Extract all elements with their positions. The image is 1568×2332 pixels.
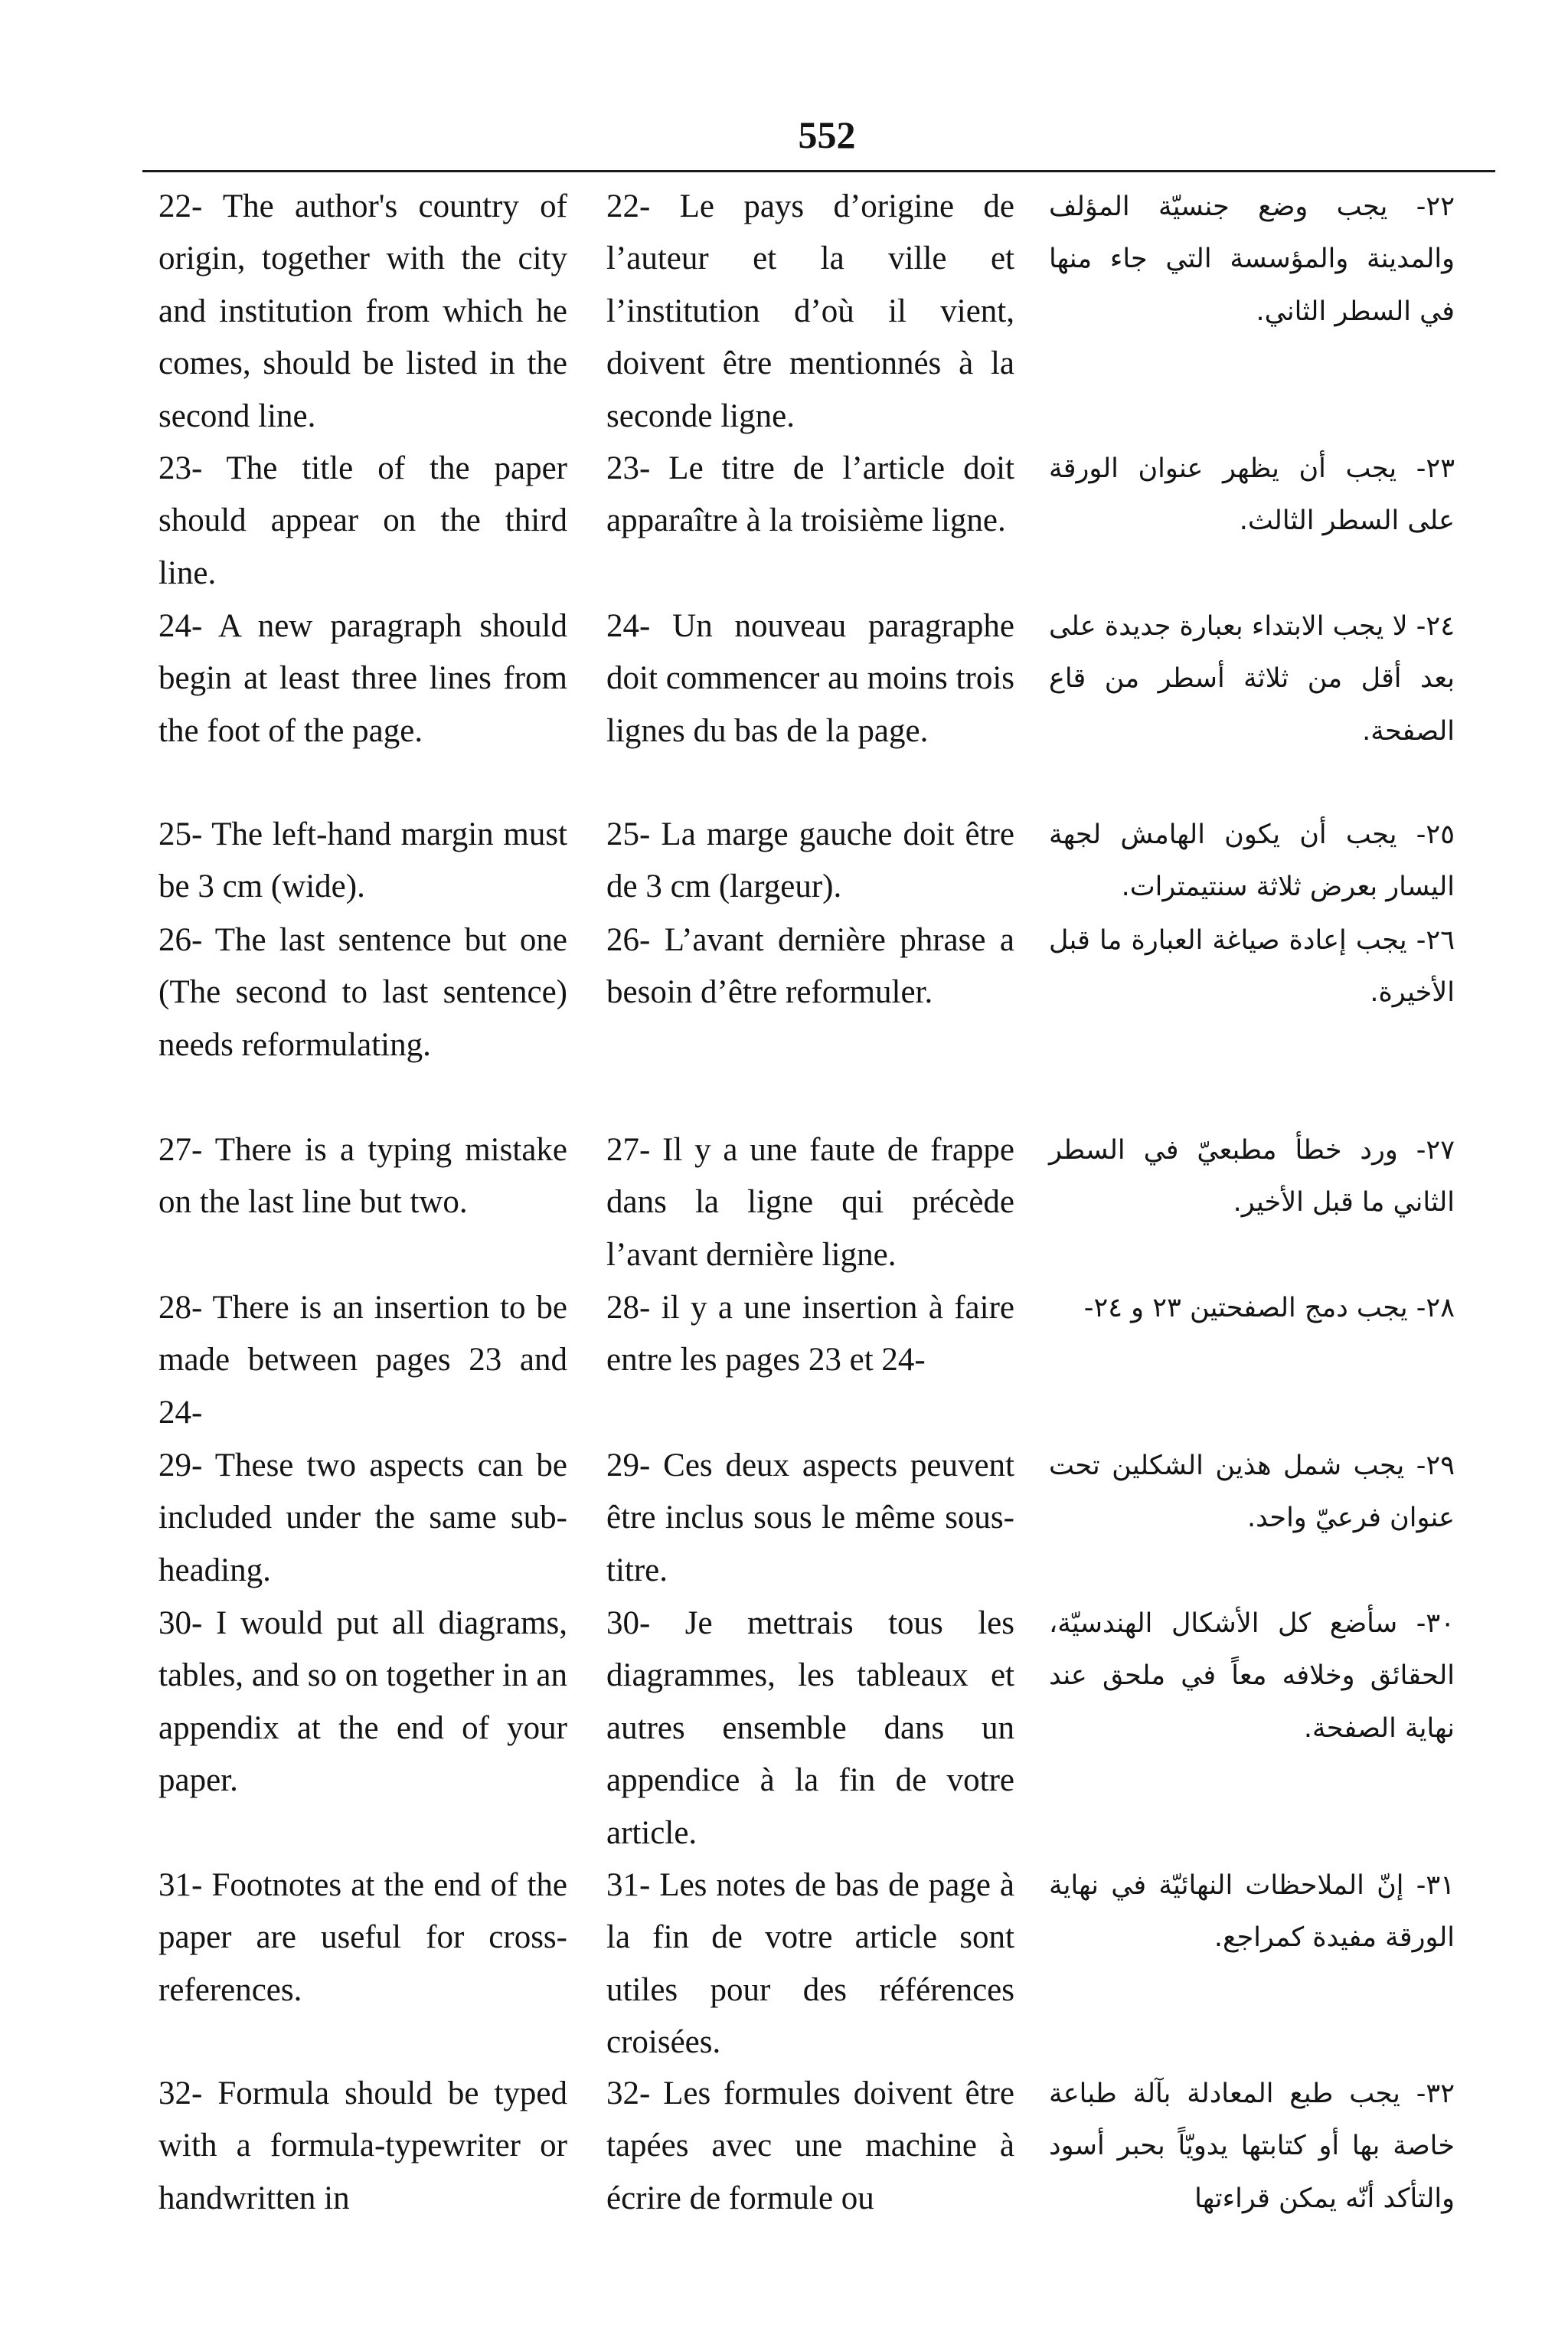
english-text: 22- The author's country of origin, together with the city and institution from which he comes, should be listed in the second line. [158,188,567,434]
arabic-text: ٣٠- سأضع كل الأشكال الهندسيّة، الحقائق وخلافه معاً في ملحق عند نهاية الصفحة. [1049,1608,1455,1744]
english-text: 24- A new paragraph should begin at least three lines from the foot of the page. [158,608,567,749]
arabic-text: ٣١- إنّ الملاحظات النهائيّة في نهاية الورقة مفيدة كمراجع. [1049,1870,1455,1954]
arabic-text: ٢٣- يجب أن يظهر عنوان الورقة على السطر الثالث. [1049,453,1455,537]
french-text: 28- il y a une insertion à faire entre les pages 23 et 24- [606,1290,1014,1379]
french-text: 25- La marge gauche doit être de 3 cm (largeur). [606,816,1014,905]
arabic-text: ٢٤- لا يجب الابتداء بعبارة جديدة على بعد أقل من ثلاثة أسطر من قاع الصفحة. [1049,611,1455,747]
english-text: 29- These two aspects can be included under the same sub-heading. [158,1447,567,1588]
english-text: 31- Footnotes at the end of the paper are useful for cross-references. [158,1867,567,2008]
page-number: 552 [798,113,856,156]
french-text: 32- Les formules doivent être tapées avec une machine à écrire de formule ou [606,2075,1014,2216]
arabic-text: ٢٥- يجب أن يكون الهامش لجهة اليسار بعرض ثلاثة سنتيمترات. [1049,819,1455,903]
arabic-text: ٣٢- يجب طبع المعادلة بآلة طباعة خاصة بها أو كتابتها يدويّاً بحبر أسود والتأكد أنّه يمكن قراءتها [1049,2079,1455,2214]
arabic-text: ٢٩- يجب شمل هذين الشكلين تحت عنوان فرعيّ واحد. [1049,1451,1455,1534]
english-text: 23- The title of the paper should appear on the third line. [158,450,567,591]
french-text: 22- Le pays d’origine de l’auteur et la ville et l’institution d’où il vient, doivent être mentionnés à la seconde ligne. [606,188,1014,434]
arabic-text: ٢٨- يجب دمج الصفحتين ٢٣ و ٢٤- [1083,1293,1455,1323]
header-rule [142,170,1495,172]
english-text: 25- The left-hand margin must be 3 cm (wide). [158,816,567,905]
french-text: 24- Un nouveau paragraphe doit commencer au moins trois lignes du bas de la page. [606,608,1014,749]
english-text: 27- There is a typing mistake on the last line but two. [158,1132,567,1221]
arabic-text: ٢٢- يجب وضع جنسيّة المؤلف والمدينة والمؤسسة التي جاء منها في السطر الثاني. [1049,191,1455,327]
english-text: 26- The last sentence but one (The second to last sentence) needs reformulating. [158,922,567,1063]
arabic-text: ٢٦- يجب إعادة صياغة العبارة ما قبل الأخيرة. [1049,925,1455,1009]
french-text: 26- L’avant dernière phrase a besoin d’être reformuler. [606,922,1014,1011]
french-text: 31- Les notes de bas de page à la fin de votre article sont utiles pour des références croisées. [606,1867,1014,2061]
french-text: 27- Il y a une faute de frappe dans la ligne qui précède l’avant dernière ligne. [606,1132,1014,1273]
french-text: 23- Le titre de l’article doit apparaître à la troisième ligne. [606,450,1014,539]
english-text: 32- Formula should be typed with a formula-typewriter or handwritten in [158,2075,567,2216]
english-text: 30- I would put all diagrams, tables, and so on together in an appendix at the end of your paper. [158,1605,567,1799]
french-text: 30- Je mettrais tous les diagrammes, les tableaux et autres ensemble dans un appendice à la fin de votre article. [606,1605,1014,1851]
french-text: 29- Ces deux aspects peuvent être inclus sous le même sous-titre. [606,1447,1014,1588]
arabic-text: ٢٧- ورد خطأ مطبعيّ في السطر الثاني ما قبل الأخير. [1049,1135,1455,1218]
english-text: 28- There is an insertion to be made between pages 23 and 24- [158,1290,567,1431]
